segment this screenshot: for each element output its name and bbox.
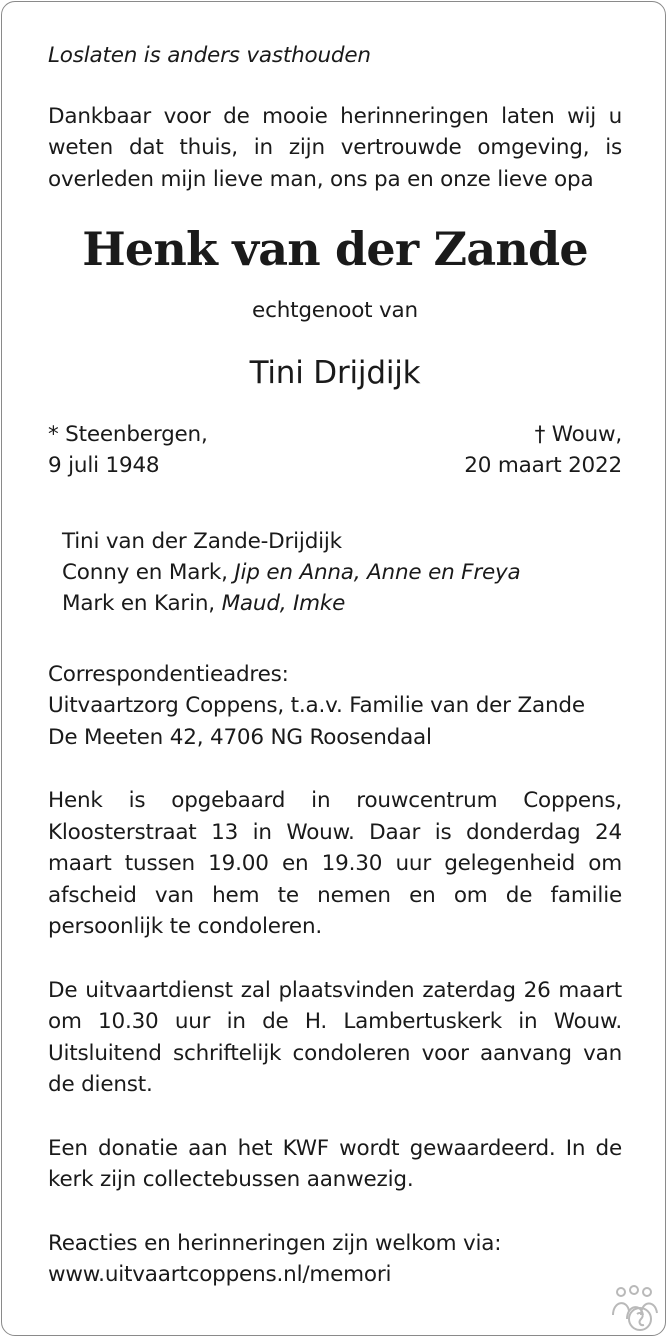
death-info xyxy=(464,419,622,482)
life-dates xyxy=(48,419,622,482)
correspondence-line-1: Uitvaartzorg Coppens, t.a.v. Familie van der Zande xyxy=(48,693,585,718)
correspondence-label: Correspondentieadres: xyxy=(48,661,289,687)
grandchildren-names: Maud, Imke xyxy=(221,590,346,616)
deceased-name: Henk van der Zande xyxy=(82,222,588,276)
family-list xyxy=(62,526,622,619)
memorial-logo-icon xyxy=(607,1285,661,1333)
intro-text: Dankbaar voor de mooie herinneringen laten wij u weten dat thuis, in zijn vertrouwde omgeving, is overleden mijn lieve man, ons pa en onze lieve opa xyxy=(48,103,622,192)
obituary-content xyxy=(48,40,622,1291)
donation-block xyxy=(48,1133,622,1196)
death-place: † Wouw, xyxy=(534,421,622,447)
spouse-name: Tini Drijdijk xyxy=(249,354,421,391)
birth-info xyxy=(48,419,208,482)
reactions-url: www.uitvaartcoppens.nl/memori xyxy=(48,1262,392,1287)
reactions-block xyxy=(48,1228,622,1291)
donation-text: Een donatie aan het KWF wordt gewaardeerd. In de kerk zijn collectebussen aanwezig. xyxy=(48,1135,622,1192)
family-names: Tini van der Zande-Drijdijk xyxy=(62,528,342,554)
family-line xyxy=(62,557,622,588)
birth-date: 9 juli 1948 xyxy=(48,453,160,478)
spouse-label: echtgenoot van xyxy=(252,298,418,323)
family-line xyxy=(62,526,622,557)
correspondence-block xyxy=(48,659,622,754)
viewing-text: Henk is opgebaard in rouwcentrum Coppens, Kloosterstraat 13 in Wouw. Daar is donderdag 24 maart tussen 19.00 en 19.30 uur gelegenheid om afscheid van hem te nemen en om de familie persoonlijk te condoleren. xyxy=(48,788,622,939)
family-names: Mark en Karin, xyxy=(62,590,215,616)
correspondence-line-2: De Meeten 42, 4706 NG Roosendaal xyxy=(48,724,432,750)
motto: Loslaten is anders vasthouden xyxy=(48,43,371,68)
birth-place: * Steenbergen, xyxy=(48,421,208,447)
viewing-block xyxy=(48,785,622,943)
service-block xyxy=(48,975,622,1101)
family-line xyxy=(62,588,622,619)
service-text: De uitvaartdienst zal plaatsvinden zaterdag 26 maart om 10.30 uur in de H. Lambertuskerk in Wouw. Uitsluitend schriftelijk condoleren voor aanvang van de dienst. xyxy=(48,977,622,1097)
death-date: 20 maart 2022 xyxy=(464,453,622,478)
family-names: Conny en Mark, xyxy=(62,559,228,585)
reactions-label: Reacties en herinneringen zijn welkom via: xyxy=(48,1230,502,1256)
grandchildren-names: Jip en Anna, Anne en Freya xyxy=(234,559,521,585)
